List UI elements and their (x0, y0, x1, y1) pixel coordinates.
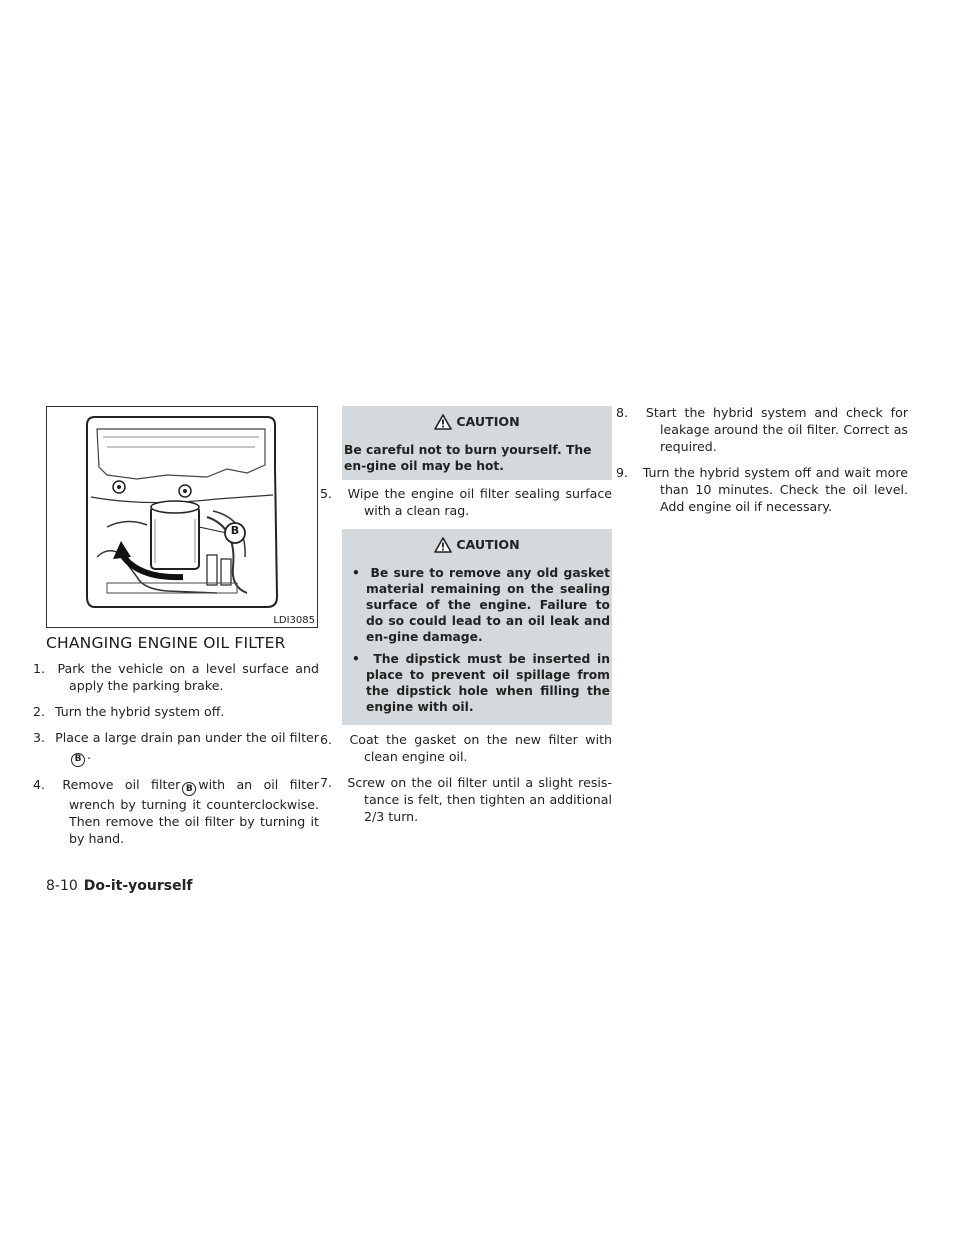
caution-text: Be careful not to burn yourself. The en-gine oil may be hot. (342, 440, 612, 480)
step-7: 7. Screw on the oil filter until a slight resis-tance is felt, then tighten an additional 2/3 turn. (320, 775, 612, 824)
column-2 (320, 406, 612, 834)
section-heading: CHANGING ENGINE OIL FILTER (46, 634, 286, 652)
caution-box-1 (342, 406, 612, 440)
caution-title: CAUTION (456, 414, 520, 429)
step-1: 1. Park the vehicle on a level surface and apply the parking brake. (33, 661, 319, 693)
warning-icon (434, 414, 452, 430)
step-8: 8. Start the hybrid system and check for leakage around the oil filter. Correct as required. (616, 405, 908, 454)
caution-title: CAUTION (456, 537, 520, 552)
callout-b-icon: B (182, 782, 196, 796)
step-5: 5. Wipe the engine oil filter sealing surface with a clean rag. (320, 486, 612, 518)
caution-bullet: • The dipstick must be inserted in place to prevent oil spillage from the dipstick hole when filling the engine with oil. (352, 652, 610, 714)
engine-oil-filter-figure (46, 406, 318, 628)
step-6: 6. Coat the gasket on the new filter with clean engine oil. (320, 732, 612, 764)
column-3 (616, 404, 908, 524)
caution-header (344, 534, 610, 557)
page-footer (46, 878, 192, 894)
column-1 (33, 660, 319, 856)
step-9: 9. Turn the hybrid system off and wait more than 10 minutes. Check the oil level. Add engine oil if necessary. (616, 465, 908, 514)
section-name: Do-it-yourself (83, 878, 193, 894)
caution-bullet: • Be sure to remove any old gasket material remaining on the sealing surface of the engine. Failure to do so could lead to an oil leak and en-gine damage. (352, 566, 611, 644)
caution-header (344, 411, 610, 434)
step-3: 3. Place a large drain pan under the oil filterB . (46, 729, 319, 767)
figure-label: LDI3085 (273, 615, 315, 626)
page-number: 8-10 (46, 878, 78, 894)
engine-illustration (47, 407, 317, 627)
caution-box-2 (342, 529, 612, 563)
figure-callout-b: B (230, 524, 240, 537)
step-4: 4. Remove oil filter B with an oil filter wrench by turning it counterclockwise. Then remove the oil filter by turning it by hand. (33, 776, 319, 846)
step-2: 2. Turn the hybrid system off. (33, 704, 225, 719)
callout-b-icon: B (71, 753, 85, 767)
warning-icon (434, 537, 452, 553)
caution-bullets (342, 563, 612, 725)
